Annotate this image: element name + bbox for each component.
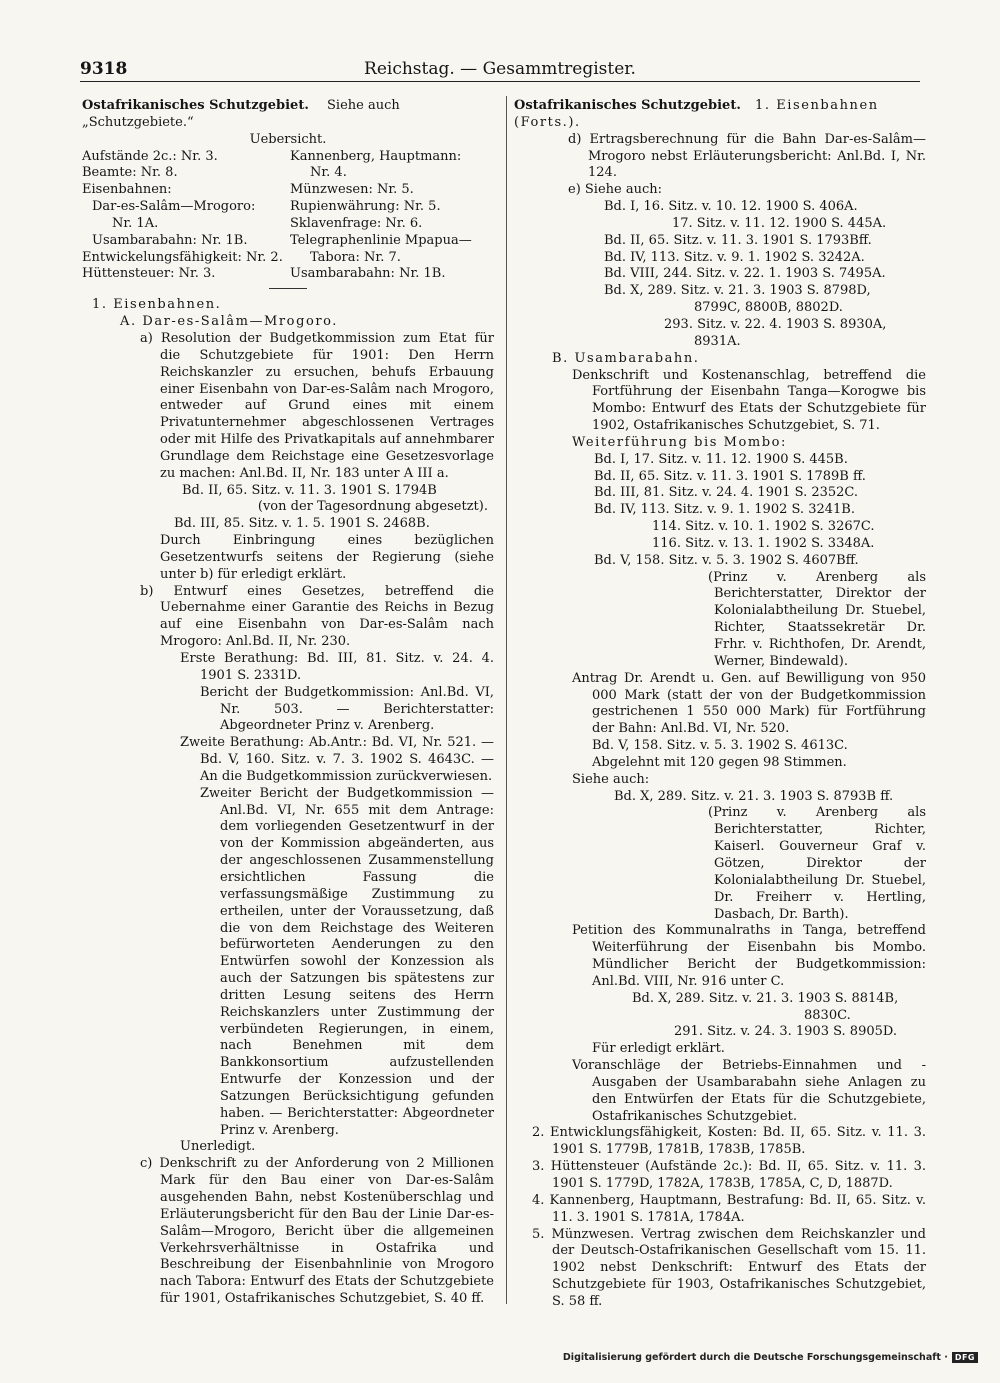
left-column [82,98,494,1308]
entry-title: Ostafrikanisches Schutzgebiet. [514,98,741,113]
dfg-logo: DFG [952,1352,978,1363]
overview-item: Eisenbahnen: [82,182,172,198]
footer-credit [563,1352,978,1363]
numbered-item: 3. Hüttensteuer (Aufstände 2c.): Bd. II, 65. Sitz. v. 11. 3. 1901 S. 1779D, 1782A, 1783B, 1785A, C, D, 1887D. [532,1159,926,1191]
reference: Bd. X, 289. Sitz. v. 21. 3. 1903 S. 8814B, [632,990,899,1006]
reference: Bd. II, 65. Sitz. v. 11. 3. 1901 S. 1789B ff. [594,468,866,484]
overview-item: Usambarabahn: Nr. 1B. [290,266,446,282]
overview-item: Dar-es-Salâm—Mrogoro: [92,199,256,215]
item-c: c) Denkschrift zu der Anforderung von 2 Millionen Mark für den Bau einer von Dar-es-Salâm ausgehenden Bahn, nebst Kostenüberschlag und Erläuterungsbericht für den Bau der Linie Dar-es-Salâm—Mrogoro, Bericht über die allgemeinen Verkehrsverhältnisse in Ostafrika und Beschreibung der Eisenbahnlinie von Mrogoro nach Tabora: Entwurf des Etats der Schutzgebiete für 1901, Ostafrikanisches Schutzgebiet, S. 40 ff. [140,1156,494,1307]
numbered-item: 4. Kannenberg, Hauptmann, Bestrafung: Bd. II, 65. Sitz. v. 11. 3. 1901 S. 1781A, 1784A. [532,1192,926,1225]
section-rule [269,288,307,289]
running-head: Reichstag. — Gesammtregister. [364,59,636,79]
overview-item: Nr. 1A. [112,215,159,231]
overview-item: Usambarabahn: Nr. 1B. [92,232,248,248]
overview-item: Hüttensteuer: Nr. 3. [82,266,216,282]
reference: 291. Sitz. v. 24. 3. 1903 S. 8905D. [674,1024,897,1040]
right-column [514,98,926,1311]
reference: Bd. VIII, 244. Sitz. v. 22. 1. 1903 S. 7495A. [604,266,886,282]
reference: Bd. V, 158. Sitz. v. 5. 3. 1902 S. 4607Bff. [594,552,859,568]
reference: Bd. I, 16. Sitz. v. 10. 12. 1900 S. 406A. [604,199,858,215]
numbered-item: 2. Entwicklungsfähigkeit, Kosten: Bd. II, 65. Sitz. v. 11. 3. 1901 S. 1779B, 1781B, 1783B, 1785B. [532,1125,926,1158]
status-text: Für erledigt erklärt. [592,1041,725,1057]
overview-item: Rupienwährung: Nr. 5. [290,199,441,215]
see-also-label: e) Siehe auch: [568,182,663,198]
subsection-heading: B. Usambarabahn. [552,350,700,366]
overview-left [82,149,288,284]
second-committee-report: Zweiter Bericht der Budgetkommission — Anl.Bd. VI, Nr. 655 mit dem Antrage: dem vorliegenden Gesetzentwurf in der von der Kommission abgeänderten, aus der angeschlossenen Zusammenstellung ersichtlichen Fassung die verfassungsmäßige Zustimmung zu ertheilen, unter der Voraussetzung, daß die von dem Reichstage des Weiteren befürworteten Aenderungen zu den Entwürfen sowohl der Konzession als auch der Satzungen bis spätestens zur dritten Lesung seitens des Herrn Reichskanzlers unter Zustimmung der verbündeten Regierungen, in einem, nach Benehmen mit dem Bankkonsortium aufzustellenden Entwurfe der Konzession und der Satzungen Berücksichtigung gefunden haben. — Berichterstatter: Abgeordneter Prinz v. Arenberg. [200,785,494,1138]
overview-item: Tabora: Nr. 7. [310,249,401,265]
status-text: Unerledigt. [180,1139,256,1155]
see-also: Siehe auch „Schutzgebiete.“ [82,98,400,130]
subsection-heading: A. Dar-es-Salâm—Mrogoro. [120,314,338,330]
reference: 293. Sitz. v. 22. 4. 1903 S. 8930A, [664,316,887,332]
section-heading: 1. Eisenbahnen. [92,297,222,313]
reference: 116. Sitz. v. 13. 1. 1902 S. 3348A. [652,535,875,551]
reference: Bd. IV, 113. Sitz. v. 9. 1. 1902 S. 3242A. [604,249,865,265]
overview-item: Aufstände 2c.: Nr. 3. [82,148,218,164]
reference: Bd. IV, 113. Sitz. v. 9. 1. 1902 S. 3241B. [594,502,855,518]
reference: Bd. I, 17. Sitz. v. 11. 12. 1900 S. 445B. [594,451,848,467]
overview-item: Kannenberg, Hauptmann: [290,148,462,164]
column-divider [506,96,507,1304]
reference: Bd. X, 289. Sitz. v. 21. 3. 1903 S. 8798D, [604,283,871,299]
reference: Bd. II, 65. Sitz. v. 11. 3. 1901 S. 1793Bff. [604,232,872,248]
status-text: Abgelehnt mit 120 gegen 98 Stimmen. [592,754,847,770]
overview-item: Beamte: Nr. 8. [82,165,178,181]
first-reading: Erste Berathung: Bd. III, 81. Sitz. v. 24. 4. 1901 S. 2331D. [180,651,494,683]
reference: Bd. V, 158. Sitz. v. 5. 3. 1902 S. 4613C. [592,738,848,754]
item-a: a) Resolution der Budgetkommission zum Etat für die Schutzgebiete für 1901: Den Herrn Reichskanzler zu ersuchen, behufs Erbauung einer Eisenbahn von Dar-es-Salâm nach Mrogoro, entweder auf Grund eines mit einem Privatunternehmer abgeschlossenen Vertrages oder mit Hilfe des Privatkapitals auf annehmbarer Grundlage dem Reichstage eine Gesetzesvorlage zu machen: Anl.Bd. II, Nr. 183 unter A III a. [140,330,494,481]
overview-item: Nr. 4. [310,165,347,181]
reference: 8830C. [804,1007,851,1023]
overview-item: Münzwesen: Nr. 5. [290,182,414,198]
reference: Bd. III, 81. Sitz. v. 24. 4. 1901 S. 2352C. [594,485,859,501]
memorandum: Denkschrift und Kostenanschlag, betreffend die Fortführung der Eisenbahn Tanga—Korogwe bis Mombo: Entwurf des Etats der Schutzgebiete für 1902, Ostafrikanisches Schutzgebiet, S. 71. [572,367,926,434]
item-b: b) Entwurf eines Gesetzes, betreffend die Uebernahme einer Garantie des Reichs in Bezug auf eine Eisenbahn von Dar-es-Salâm nach Mrogoro: Anl.Bd. II, Nr. 230. [140,583,494,650]
continuation-label: Weiterführung bis Mombo: [572,434,787,450]
speakers-note: (Prinz v. Arenberg als Berichterstatter, Direktor der Kolonialabtheilung Dr. Stuebel, Richter, Staatssekretär Dr. Frhr. v. Richthofen, Dr. Arendt, Werner, Bindewald). [708,569,926,669]
header-rule [80,81,920,82]
footer-text: Digitalisierung gefördert durch die Deutsche Forschungsgemeinschaft · [562,1352,948,1363]
reference: 114. Sitz. v. 10. 1. 1902 S. 3267C. [652,519,875,535]
item-a-result: Durch Einbringung eines bezüglichen Gesetzentwurfs seitens der Regierung (siehe unter b) für erledigt erklärt. [160,533,494,582]
reference: Bd. II, 65. Sitz. v. 11. 3. 1901 S. 1794B [182,482,437,498]
entry-header [82,98,494,132]
reference: Bd. X, 289. Sitz. v. 21. 3. 1903 S. 8793B ff. [614,788,894,804]
reference: 8799C, 8800B, 8802D. [694,300,843,316]
entry-header-continued [514,98,926,132]
reference-note: (von der Tagesordnung abgesetzt). [257,499,488,515]
entry-title: Ostafrikanisches Schutzgebiet. [82,98,309,113]
reference: 17. Sitz. v. 11. 12. 1900 S. 445A. [672,215,887,231]
see-also-label: Siehe auch: [572,771,650,787]
committee-report: Bericht der Budgetkommission: Anl.Bd. VI, Nr. 503. — Berichterstatter: Abgeordneter Prinz v. Arenberg. [200,684,494,734]
numbered-item: 5. Münzwesen. Vertrag zwischen dem Reichskanzler und der Deutsch-Ostafrikanischen Gesellschaft vom 15. 11. 1902 nebst Denkschrift: Entwurf des Etats der Schutzgebiete für 1903, Ostafrikanisches Schutzgebiet, S. 58 ff. [532,1226,926,1309]
overview-title: Uebersicht. [249,131,327,147]
motion: Antrag Dr. Arendt u. Gen. auf Bewilligung von 950 000 Mark (statt der von der Budgetkommission gestrichenen 1 550 000 Mark) für Fortführung der Bahn: Anl.Bd. VI, Nr. 520. [572,670,926,737]
overview-grid [82,149,494,284]
petition: Petition des Kommunalraths in Tanga, betreffend Weiterführung der Eisenbahn bis Mombo. Mündlicher Bericht der Budgetkommission: Anl.Bd. VIII, Nr. 916 unter C. [572,923,926,989]
overview-item: Sklavenfrage: Nr. 6. [290,215,423,231]
second-reading: Zweite Berathung: Ab.Antr.: Bd. VI, Nr. 521. — Bd. V, 160. Sitz. v. 7. 3. 1902 S. 4643C. — An die Budgetkommission zurückverwiesen. [180,735,494,784]
budget-estimates: Voranschläge der Betriebs-Einnahmen und -Ausgaben der Usambarabahn siehe Anlagen zu den Entwürfen der Etats für die Schutzgebiete, Ostafrikanisches Schutzgebiet. [572,1058,926,1124]
reference: 8931A. [694,333,741,349]
speakers-note: (Prinz v. Arenberg als Berichterstatter, Richter, Kaiserl. Gouverneur Graf v. Götzen, Direktor der Kolonialabtheilung Dr. Stuebel, Dr. Freiherr v. Hertling, Dasbach, Dr. Barth). [708,805,926,922]
overview-item: Telegraphenlinie Mpapua— [290,232,472,248]
reference: Bd. III, 85. Sitz. v. 1. 5. 1901 S. 2468B. [174,516,430,532]
continued-label: 1. Eisenbahnen (Forts.). [514,98,879,130]
overview-item: Entwickelungsfähigkeit: Nr. 2. [82,249,283,265]
page-number: 9318 [80,59,128,79]
overview-right [290,149,496,284]
item-d: d) Ertragsberechnung für die Bahn Dar-es-Salâm—Mrogoro nebst Erläuterungsbericht: Anl.Bd. I, Nr. 124. [568,131,926,181]
